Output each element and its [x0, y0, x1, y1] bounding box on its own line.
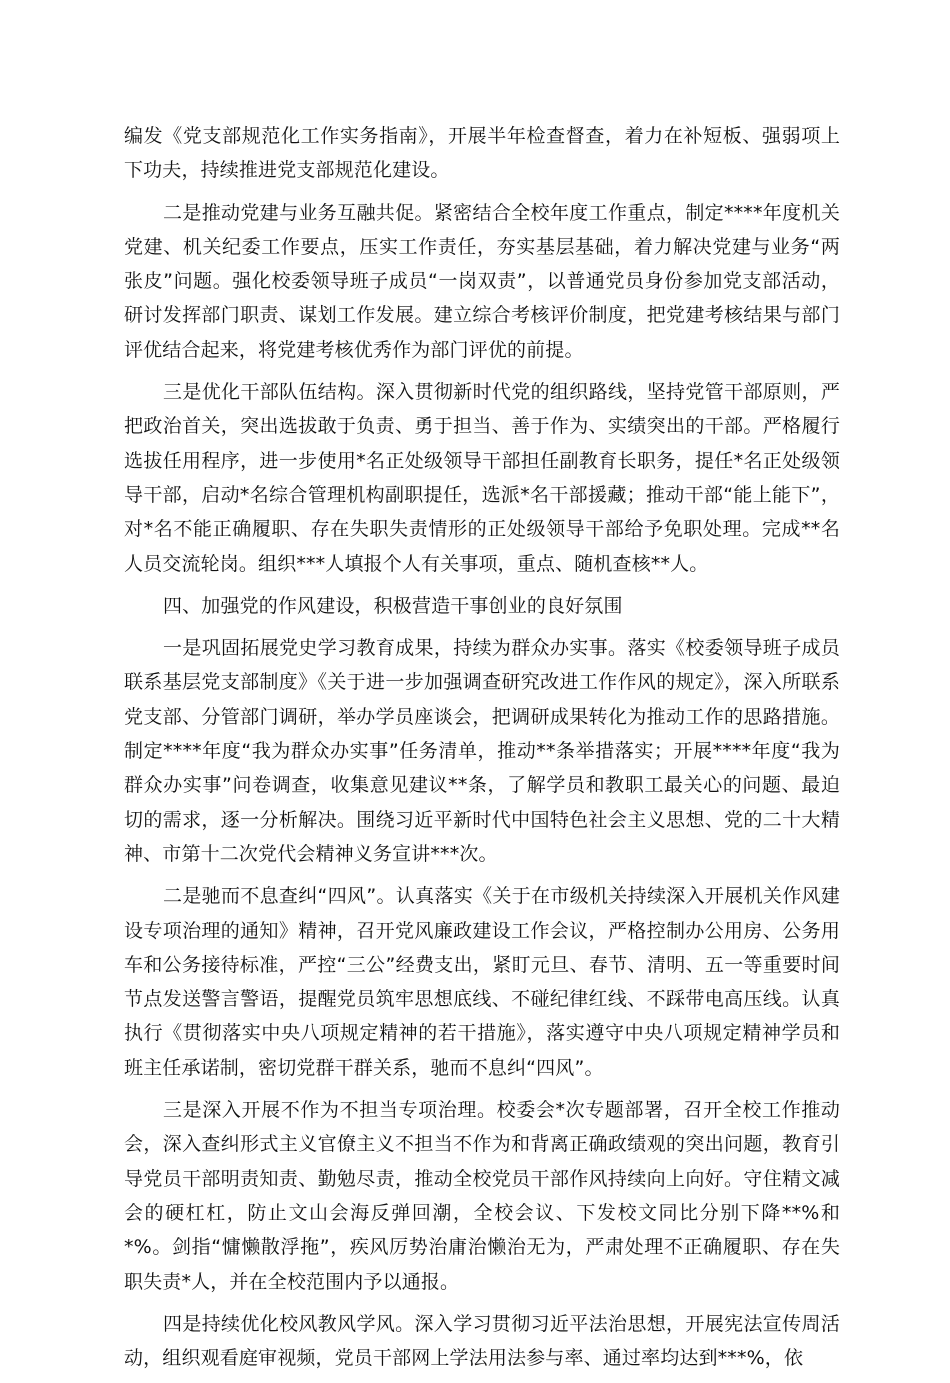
- document-body: [124, 119, 840, 1383]
- paragraph-inaction-governance: 三是深入开展不作为不担当专项治理。校委会*次专题部署，召开全校工作推动会，深入查纠形式主义官僚主义不担当不作为和背离正确政绩观的突出问题，教育引导党员干部明责知责、勤勉尽责，推动全校党员干部作风持续向上向好。守住精文减会的硬杠杠，防止文山会海反弹回潮，全校会议、下发校文同比分别下降**%和*%。剑指“慵懒散浮拖”，疾风厉势治庸治懒治无为，严肃处理不正确履职、存在失职失责*人，并在全校范围内予以通报。: [124, 1099, 840, 1293]
- paragraph-cadre-structure: 三是优化干部队伍结构。深入贯彻新时代党的组织路线，坚持党管干部原则，严把政治首关，突出选拔敢于负责、勇于担当、善于作为、实绩突出的干部。严格履行选拔任用程序，进一步使用*名正处级领导干部担任副教育长职务，提任*名正处级领导干部，启动*名综合管理机构副职提任，选派*名干部援藏；推动干部“能上能下”，对*名不能正确履职、存在失职失责情形的正处级领导干部给予免职处理。完成**名人员交流轮岗。组织***人填报个人有关事项，重点、随机查核**人。: [124, 381, 840, 575]
- paragraph-continuation: 编发《党支部规范化工作实务指南》，开展半年检查督查，着力在补短板、强弱项上下功夫，持续推进党支部规范化建设。: [124, 125, 840, 182]
- paragraph-school-style: 四是持续优化校风教风学风。深入学习贯彻习近平法治思想，开展宪法宣传周活动，组织观看庭审视频，党员干部网上学法用法参与率、通过率均达到***%，依: [124, 1312, 840, 1370]
- paragraph-party-history-education: 一是巩固拓展党史学习教育成果，持续为群众办实事。落实《校委领导班子成员联系基层党支部制度》《关于进一步加强调查研究改进工作作风的规定》，深入所联系党支部、分管部门调研，举办学员座谈会，把调研成果转化为推动工作的思路措施。制定****年度“我为群众办实事”任务清单，推动**条举措落实；开展****年度“我为群众办实事”问卷调查，收集意见建议**条，了解学员和教职工最关心的问题、最迫切的需求，逐一分析解决。围绕习近平新时代中国特色社会主义思想、党的二十大精神、市第十二次党代会精神义务宣讲***次。: [124, 637, 840, 865]
- section-heading-work-style: 四、加强党的作风建设，积极营造干事创业的良好氛围: [163, 594, 623, 617]
- paragraph-four-winds: 二是驰而不息查纠“四风”。认真落实《关于在市级机关持续深入开展机关作风建设专项治理的通知》精神，召开党风廉政建设工作会议，严格控制办公用房、公务用车和公务接待标准，严控“三公”经费支出，紧盯元旦、春节、清明、五一等重要时间节点发送警言警语，提醒党员筑牢思想底线、不碰纪律红线、不踩带电高压线。认真执行《贯彻落实中央八项规定精神的若干措施》，落实遵守中央八项规定精神学员和班主任承诺制，密切党群干群关系，驰而不息纠“四风”。: [124, 885, 840, 1079]
- paragraph-party-business-integration: 二是推动党建与业务互融共促。紧密结合全校年度工作重点，制定****年度机关党建、机关纪委工作要点，压实工作责任，夯实基层基础，着力解决党建与业务“两张皮”问题。强化校委领导班子成员“一岗双责”，以普通党员身份参加党支部活动，研讨发挥部门职责、谋划工作发展。建立综合考核评价制度，把党建考核结果与部门评优结合起来，将党建考核优秀作为部门评优的前提。: [124, 201, 840, 361]
